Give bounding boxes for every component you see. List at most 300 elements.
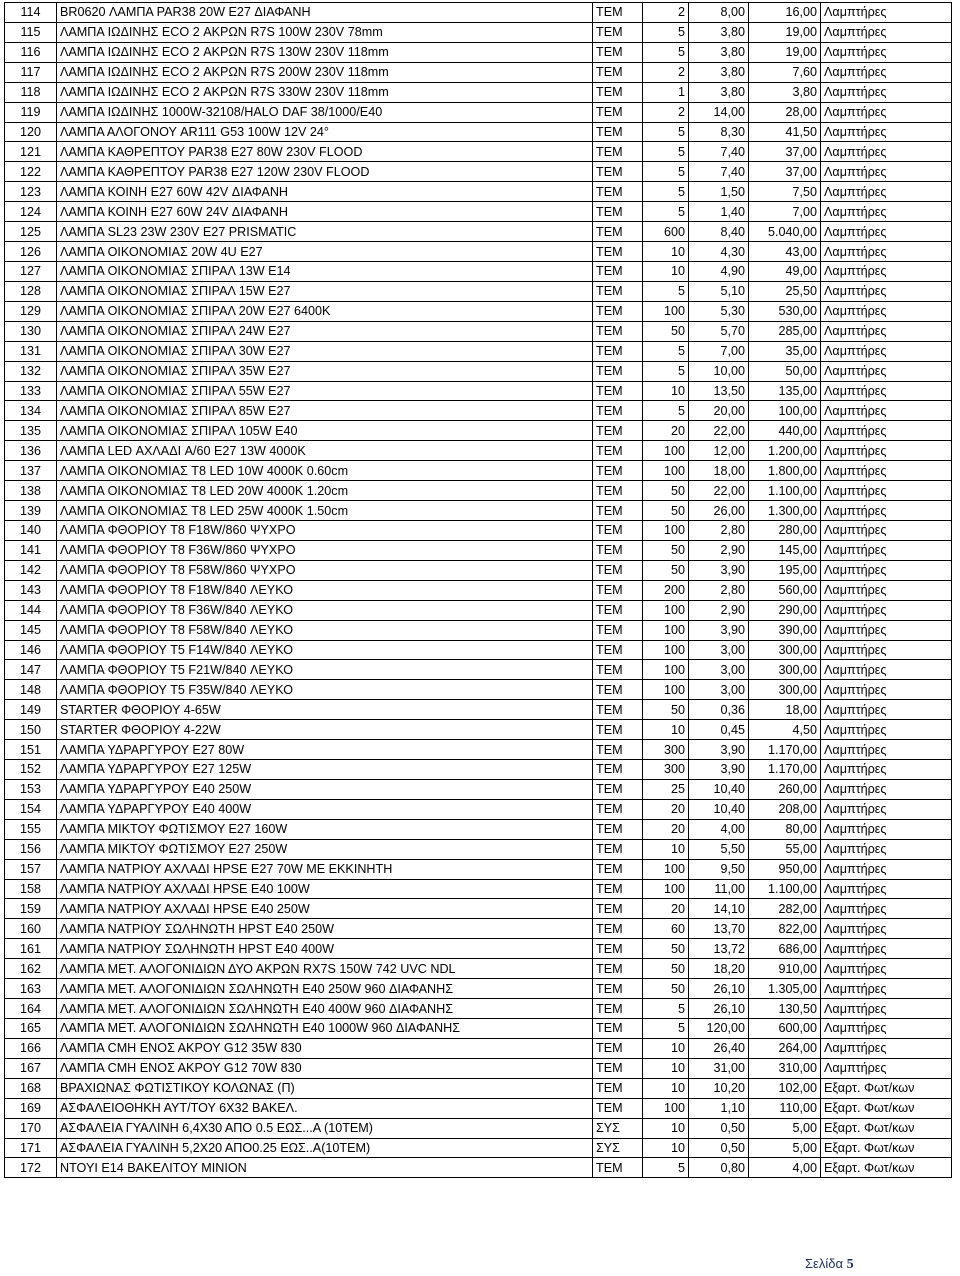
row-number: 171 (5, 1138, 57, 1158)
quantity: 10 (643, 381, 689, 401)
table-row (5, 162, 952, 182)
table-row (5, 919, 952, 939)
item-description: ΝΤΟΥΙ E14 ΒΑΚΕΛΙΤΟΥ ΜΙΝΙΟΝ (57, 1158, 593, 1178)
unit: ΤΕΜ (593, 401, 643, 421)
table-row (5, 839, 952, 859)
unit-price: 31,00 (689, 1058, 749, 1078)
row-number: 119 (5, 102, 57, 122)
line-total: 300,00 (749, 680, 821, 700)
unit-price: 13,50 (689, 381, 749, 401)
category: Λαμπτήρες (821, 182, 952, 202)
unit: ΤΕΜ (593, 859, 643, 879)
row-number: 163 (5, 979, 57, 999)
unit: ΤΕΜ (593, 540, 643, 560)
category: Εξαρτ. Φωτ/κων (821, 1078, 952, 1098)
item-description: ΛΑΜΠΑ ΦΘΟΡΙΟΥ T8 F58W/860 ΨΥΧΡΟ (57, 560, 593, 580)
category: Λαμπτήρες (821, 959, 952, 979)
category: Λαμπτήρες (821, 501, 952, 521)
quantity: 5 (643, 361, 689, 381)
unit-price: 7,40 (689, 162, 749, 182)
line-total: 43,00 (749, 242, 821, 262)
item-description: ΛΑΜΠΑ SL23 23W 230V E27 PRISMATIC (57, 222, 593, 242)
unit-price: 10,00 (689, 361, 749, 381)
unit-price: 5,70 (689, 321, 749, 341)
unit: ΤΕΜ (593, 560, 643, 580)
item-description: ΛΑΜΠΑ ΦΘΟΡΙΟΥ T5 F35W/840 ΛΕΥΚΟ (57, 680, 593, 700)
table-row (5, 700, 952, 720)
quantity: 100 (643, 660, 689, 680)
unit: ΤΕΜ (593, 1078, 643, 1098)
row-number: 136 (5, 441, 57, 461)
category: Λαμπτήρες (821, 779, 952, 799)
quantity: 100 (643, 640, 689, 660)
unit-price: 0,50 (689, 1138, 749, 1158)
item-description: ΛΑΜΠΑ ΦΘΟΡΙΟΥ T8 F18W/840 ΛΕΥΚΟ (57, 580, 593, 600)
line-total: 3,80 (749, 82, 821, 102)
item-description: ΛΑΜΠΑ ΟΙΚΟΝΟΜΙΑΣ ΣΠΙΡΑΛ 55W E27 (57, 381, 593, 401)
table-row (5, 859, 952, 879)
table-row (5, 461, 952, 481)
category: Λαμπτήρες (821, 839, 952, 859)
category: Εξαρτ. Φωτ/κων (821, 1138, 952, 1158)
item-description: ΛΑΜΠΑ ΟΙΚΟΝΟΜΙΑΣ 20W 4U E27 (57, 242, 593, 262)
unit-price: 9,50 (689, 859, 749, 879)
item-description: ΛΑΜΠΑ ΦΘΟΡΙΟΥ T5 F14W/840 ΛΕΥΚΟ (57, 640, 593, 660)
category: Λαμπτήρες (821, 142, 952, 162)
category: Λαμπτήρες (821, 42, 952, 62)
unit-price: 26,10 (689, 999, 749, 1019)
quantity: 5 (643, 999, 689, 1019)
line-total: 300,00 (749, 660, 821, 680)
unit: ΤΕΜ (593, 939, 643, 959)
category: Λαμπτήρες (821, 560, 952, 580)
unit-price: 8,40 (689, 222, 749, 242)
line-total: 4,00 (749, 1158, 821, 1178)
unit: ΤΕΜ (593, 142, 643, 162)
unit-price: 18,00 (689, 461, 749, 481)
unit-price: 7,40 (689, 142, 749, 162)
row-number: 120 (5, 122, 57, 142)
row-number: 157 (5, 859, 57, 879)
item-description: ΛΑΜΠΑ ΟΙΚΟΝΟΜΙΑΣ ΣΠΙΡΑΛ 13W E14 (57, 261, 593, 281)
row-number: 168 (5, 1078, 57, 1098)
row-number: 114 (5, 3, 57, 23)
category: Λαμπτήρες (821, 540, 952, 560)
item-description: ΛΑΜΠΑ ΜΕΤ. ΑΛΟΓΟΝΙΔΙΩΝ ΣΩΛΗΝΩΤΗ E40 1000W 960 ΔΙΑΦΑΝΗΣ (57, 1019, 593, 1039)
item-description: ΛΑΜΠΑ ΟΙΚΟΝΟΜΙΑΣ ΣΠΙΡΑΛ 15W E27 (57, 281, 593, 301)
item-description: ΑΣΦΑΛΕΙΑ ΓΥΑΛΙΝΗ 5,2Χ20 ΑΠΟ0.25 ΕΩΣ..Α(10ΤΕΜ) (57, 1138, 593, 1158)
table-row (5, 242, 952, 262)
unit: ΤΕΜ (593, 22, 643, 42)
quantity: 20 (643, 899, 689, 919)
item-description: ΛΑΜΠΑ ΦΘΟΡΙΟΥ T8 F18W/860 ΨΥΧΡΟ (57, 520, 593, 540)
item-description: ΛΑΜΠΑ ΝΑΤΡΙΟΥ ΑΧΛΑΔΙ HPSE E40 100W (57, 879, 593, 899)
table-row (5, 620, 952, 640)
unit: ΤΕΜ (593, 122, 643, 142)
unit: ΤΕΜ (593, 62, 643, 82)
quantity: 200 (643, 580, 689, 600)
table-row (5, 102, 952, 122)
unit-price: 2,80 (689, 580, 749, 600)
line-total: 1.200,00 (749, 441, 821, 461)
quantity: 10 (643, 839, 689, 859)
unit: ΤΕΜ (593, 361, 643, 381)
line-total: 130,50 (749, 999, 821, 1019)
quantity: 5 (643, 341, 689, 361)
quantity: 5 (643, 22, 689, 42)
unit: ΤΕΜ (593, 919, 643, 939)
quantity: 50 (643, 560, 689, 580)
unit: ΤΕΜ (593, 799, 643, 819)
category: Εξαρτ. Φωτ/κων (821, 1118, 952, 1138)
row-number: 172 (5, 1158, 57, 1178)
line-total: 1.305,00 (749, 979, 821, 999)
line-total: 910,00 (749, 959, 821, 979)
line-total: 1.170,00 (749, 760, 821, 780)
unit-price: 3,90 (689, 740, 749, 760)
row-number: 149 (5, 700, 57, 720)
unit-price: 4,90 (689, 261, 749, 281)
item-description: ΛΑΜΠΑ ΥΔΡΑΡΓΥΡΟΥ E40 250W (57, 779, 593, 799)
quantity: 5 (643, 122, 689, 142)
line-total: 390,00 (749, 620, 821, 640)
table-row (5, 222, 952, 242)
table-row (5, 481, 952, 501)
category: Λαμπτήρες (821, 461, 952, 481)
quantity: 50 (643, 321, 689, 341)
table-row (5, 1158, 952, 1178)
row-number: 126 (5, 242, 57, 262)
unit: ΤΕΜ (593, 381, 643, 401)
category: Λαμπτήρες (821, 62, 952, 82)
unit-price: 26,40 (689, 1038, 749, 1058)
item-description: ΛΑΜΠΑ ΑΛΟΓΟΝΟΥ AR111 G53 100W 12V 24° (57, 122, 593, 142)
line-total: 440,00 (749, 421, 821, 441)
unit-price: 11,00 (689, 879, 749, 899)
row-number: 123 (5, 182, 57, 202)
line-total: 1.300,00 (749, 501, 821, 521)
unit: ΤΕΜ (593, 760, 643, 780)
unit: ΤΕΜ (593, 959, 643, 979)
unit: ΤΕΜ (593, 242, 643, 262)
line-total: 822,00 (749, 919, 821, 939)
unit-price: 0,80 (689, 1158, 749, 1178)
table-row (5, 281, 952, 301)
table-row (5, 3, 952, 23)
category: Λαμπτήρες (821, 680, 952, 700)
unit: ΤΕΜ (593, 640, 643, 660)
line-total: 49,00 (749, 261, 821, 281)
line-total: 290,00 (749, 600, 821, 620)
item-description: ΛΑΜΠΑ ΥΔΡΑΡΓΥΡΟΥ E40 400W (57, 799, 593, 819)
item-description: ΛΑΜΠΑ ΚΑΘΡΕΠΤΟΥ PAR38 E27 80W 230V FLOOD (57, 142, 593, 162)
quantity: 5 (643, 202, 689, 222)
table-row (5, 62, 952, 82)
table-row (5, 1038, 952, 1058)
unit-price: 12,00 (689, 441, 749, 461)
quantity: 50 (643, 700, 689, 720)
category: Λαμπτήρες (821, 939, 952, 959)
row-number: 164 (5, 999, 57, 1019)
unit-price: 14,00 (689, 102, 749, 122)
category: Λαμπτήρες (821, 1058, 952, 1078)
table-row (5, 1058, 952, 1078)
quantity: 50 (643, 501, 689, 521)
category: Λαμπτήρες (821, 102, 952, 122)
category: Λαμπτήρες (821, 222, 952, 242)
row-number: 158 (5, 879, 57, 899)
unit-price: 8,00 (689, 3, 749, 23)
table-row (5, 879, 952, 899)
unit-price: 0,50 (689, 1118, 749, 1138)
table-row (5, 819, 952, 839)
category: Λαμπτήρες (821, 321, 952, 341)
category: Λαμπτήρες (821, 620, 952, 640)
table-row (5, 979, 952, 999)
quantity: 100 (643, 301, 689, 321)
item-description: ΛΑΜΠΑ LED ΑΧΛΑΔΙ A/60 E27 13W 4000K (57, 441, 593, 461)
row-number: 141 (5, 540, 57, 560)
unit: ΤΕΜ (593, 580, 643, 600)
unit: ΤΕΜ (593, 461, 643, 481)
row-number: 167 (5, 1058, 57, 1078)
line-total: 530,00 (749, 301, 821, 321)
row-number: 142 (5, 560, 57, 580)
row-number: 117 (5, 62, 57, 82)
unit: ΤΕΜ (593, 620, 643, 640)
quantity: 20 (643, 421, 689, 441)
item-description: ΛΑΜΠΑ ΦΘΟΡΙΟΥ T8 F36W/840 ΛΕΥΚΟ (57, 600, 593, 620)
unit-price: 3,80 (689, 62, 749, 82)
item-description: ΛΑΜΠΑ ΙΩΔΙΝΗΣ ECO 2 ΑΚΡΩΝ R7S 200W 230V 118mm (57, 62, 593, 82)
line-total: 7,60 (749, 62, 821, 82)
unit: ΤΕΜ (593, 1038, 643, 1058)
unit-price: 1,10 (689, 1098, 749, 1118)
quantity: 60 (643, 919, 689, 939)
quantity: 100 (643, 620, 689, 640)
category: Λαμπτήρες (821, 1019, 952, 1039)
category: Λαμπτήρες (821, 899, 952, 919)
line-total: 1.800,00 (749, 461, 821, 481)
unit: ΤΕΜ (593, 999, 643, 1019)
unit-price: 5,10 (689, 281, 749, 301)
page-label: Σελίδα (805, 1256, 843, 1271)
row-number: 160 (5, 919, 57, 939)
line-total: 135,00 (749, 381, 821, 401)
item-description: ΛΑΜΠΑ ΟΙΚΟΝΟΜΙΑΣ ΣΠΙΡΑΛ 30W E27 (57, 341, 593, 361)
table-row (5, 401, 952, 421)
line-total: 282,00 (749, 899, 821, 919)
unit-price: 5,50 (689, 839, 749, 859)
row-number: 151 (5, 740, 57, 760)
row-number: 169 (5, 1098, 57, 1118)
table-row (5, 381, 952, 401)
category: Λαμπτήρες (821, 202, 952, 222)
row-number: 152 (5, 760, 57, 780)
page-footer (805, 1256, 854, 1273)
unit: ΤΕΜ (593, 740, 643, 760)
row-number: 138 (5, 481, 57, 501)
line-total: 600,00 (749, 1019, 821, 1039)
item-description: ΛΑΜΠΑ ΟΙΚΟΝΟΜΙΑΣ T8 LED 25W 4000K 1.50cm (57, 501, 593, 521)
row-number: 147 (5, 660, 57, 680)
unit-price: 3,00 (689, 640, 749, 660)
category: Λαμπτήρες (821, 401, 952, 421)
row-number: 130 (5, 321, 57, 341)
row-number: 125 (5, 222, 57, 242)
unit-price: 120,00 (689, 1019, 749, 1039)
item-description: ΛΑΜΠΑ ΥΔΡΑΡΓΥΡΟΥ E27 125W (57, 760, 593, 780)
table-row (5, 1019, 952, 1039)
item-description: ΛΑΜΠΑ ΟΙΚΟΝΟΜΙΑΣ T8 LED 20W 4000K 1.20cm (57, 481, 593, 501)
row-number: 134 (5, 401, 57, 421)
row-number: 115 (5, 22, 57, 42)
line-total: 208,00 (749, 799, 821, 819)
item-description: ΛΑΜΠΑ ΝΑΤΡΙΟΥ ΑΧΛΑΔΙ HPSE E27 70W ΜΕ ΕΚΚΙΝΗΤΗ (57, 859, 593, 879)
unit-price: 3,00 (689, 660, 749, 680)
quantity: 10 (643, 242, 689, 262)
unit-price: 26,00 (689, 501, 749, 521)
table-row (5, 999, 952, 1019)
table-row (5, 720, 952, 740)
unit: ΤΕΜ (593, 222, 643, 242)
line-total: 35,00 (749, 341, 821, 361)
category: Λαμπτήρες (821, 82, 952, 102)
quantity: 10 (643, 1038, 689, 1058)
quantity: 2 (643, 3, 689, 23)
unit: ΤΕΜ (593, 42, 643, 62)
item-description: ΛΑΜΠΑ ΟΙΚΟΝΟΜΙΑΣ ΣΠΙΡΑΛ 24W E27 (57, 321, 593, 341)
quantity: 10 (643, 720, 689, 740)
row-number: 166 (5, 1038, 57, 1058)
line-total: 100,00 (749, 401, 821, 421)
unit-price: 10,20 (689, 1078, 749, 1098)
table-row (5, 82, 952, 102)
unit-price: 18,20 (689, 959, 749, 979)
category: Λαμπτήρες (821, 162, 952, 182)
unit: ΤΕΜ (593, 202, 643, 222)
quantity: 20 (643, 799, 689, 819)
unit: ΤΕΜ (593, 979, 643, 999)
unit-price: 13,72 (689, 939, 749, 959)
row-number: 159 (5, 899, 57, 919)
unit-price: 3,90 (689, 560, 749, 580)
table-row (5, 1138, 952, 1158)
category: Λαμπτήρες (821, 700, 952, 720)
unit-price: 3,80 (689, 42, 749, 62)
line-total: 7,50 (749, 182, 821, 202)
table-row (5, 740, 952, 760)
line-total: 5,00 (749, 1138, 821, 1158)
line-total: 16,00 (749, 3, 821, 23)
unit: ΤΕΜ (593, 660, 643, 680)
item-description: ΛΑΜΠΑ ΝΑΤΡΙΟΥ ΑΧΛΑΔΙ HPSE E40 250W (57, 899, 593, 919)
row-number: 131 (5, 341, 57, 361)
row-number: 155 (5, 819, 57, 839)
line-total: 55,00 (749, 839, 821, 859)
unit-price: 7,00 (689, 341, 749, 361)
table-row (5, 501, 952, 521)
table-row (5, 1098, 952, 1118)
quantity: 10 (643, 1058, 689, 1078)
item-description: STARTER ΦΘΟΡΙΟΥ 4-22W (57, 720, 593, 740)
item-description: ΑΣΦΑΛΕΙΟΘΗΚΗ ΑΥΤ/ΤΟΥ 6Χ32 ΒΑΚΕΛ. (57, 1098, 593, 1118)
unit: ΤΕΜ (593, 520, 643, 540)
unit: ΤΕΜ (593, 879, 643, 899)
quantity: 50 (643, 939, 689, 959)
unit-price: 22,00 (689, 481, 749, 501)
quantity: 600 (643, 222, 689, 242)
unit-price: 2,90 (689, 540, 749, 560)
item-description: ΛΑΜΠΑ ΚΑΘΡΕΠΤΟΥ PAR38 E27 120W 230V FLOOD (57, 162, 593, 182)
table-row (5, 640, 952, 660)
price-list-table (4, 2, 952, 1178)
line-total: 560,00 (749, 580, 821, 600)
table-row (5, 42, 952, 62)
row-number: 145 (5, 620, 57, 640)
category: Λαμπτήρες (821, 999, 952, 1019)
unit: ΤΕΜ (593, 261, 643, 281)
row-number: 127 (5, 261, 57, 281)
table-row (5, 899, 952, 919)
line-total: 280,00 (749, 520, 821, 540)
category: Λαμπτήρες (821, 859, 952, 879)
line-total: 264,00 (749, 1038, 821, 1058)
quantity: 20 (643, 819, 689, 839)
table-row (5, 421, 952, 441)
quantity: 5 (643, 401, 689, 421)
table-row (5, 959, 952, 979)
unit-price: 2,90 (689, 600, 749, 620)
row-number: 139 (5, 501, 57, 521)
quantity: 25 (643, 779, 689, 799)
unit: ΤΕΜ (593, 3, 643, 23)
row-number: 170 (5, 1118, 57, 1138)
quantity: 50 (643, 959, 689, 979)
quantity: 1 (643, 82, 689, 102)
unit: ΤΕΜ (593, 182, 643, 202)
unit: ΤΕΜ (593, 600, 643, 620)
line-total: 4,50 (749, 720, 821, 740)
unit-price: 8,30 (689, 122, 749, 142)
table-row (5, 779, 952, 799)
unit: ΤΕΜ (593, 720, 643, 740)
quantity: 2 (643, 62, 689, 82)
row-number: 153 (5, 779, 57, 799)
row-number: 162 (5, 959, 57, 979)
category: Λαμπτήρες (821, 361, 952, 381)
unit-price: 4,30 (689, 242, 749, 262)
unit: ΤΕΜ (593, 839, 643, 859)
item-description: ΛΑΜΠΑ ΟΙΚΟΝΟΜΙΑΣ ΣΠΙΡΑΛ 35W E27 (57, 361, 593, 381)
row-number: 135 (5, 421, 57, 441)
table-row (5, 600, 952, 620)
line-total: 5.040,00 (749, 222, 821, 242)
line-total: 19,00 (749, 22, 821, 42)
unit: ΤΕΜ (593, 321, 643, 341)
category: Λαμπτήρες (821, 819, 952, 839)
item-description: ΛΑΜΠΑ ΟΙΚΟΝΟΜΙΑΣ ΣΠΙΡΑΛ 85W E27 (57, 401, 593, 421)
row-number: 124 (5, 202, 57, 222)
row-number: 161 (5, 939, 57, 959)
item-description: ΛΑΜΠΑ CMH ΕΝΟΣ ΑΚΡΟΥ G12 35W 830 (57, 1038, 593, 1058)
item-description: ΛΑΜΠΑ ΜΕΤ. ΑΛΟΓΟΝΙΔΙΩΝ ΔΥΟ ΑΚΡΩΝ RX7S 150W 742 UVC NDL (57, 959, 593, 979)
category: Λαμπτήρες (821, 660, 952, 680)
line-total: 1.100,00 (749, 879, 821, 899)
item-description: ΛΑΜΠΑ ΙΩΔΙΝΗΣ 1000W-32108/HALO DAF 38/1000/E40 (57, 102, 593, 122)
line-total: 50,00 (749, 361, 821, 381)
table-body (5, 3, 952, 1178)
